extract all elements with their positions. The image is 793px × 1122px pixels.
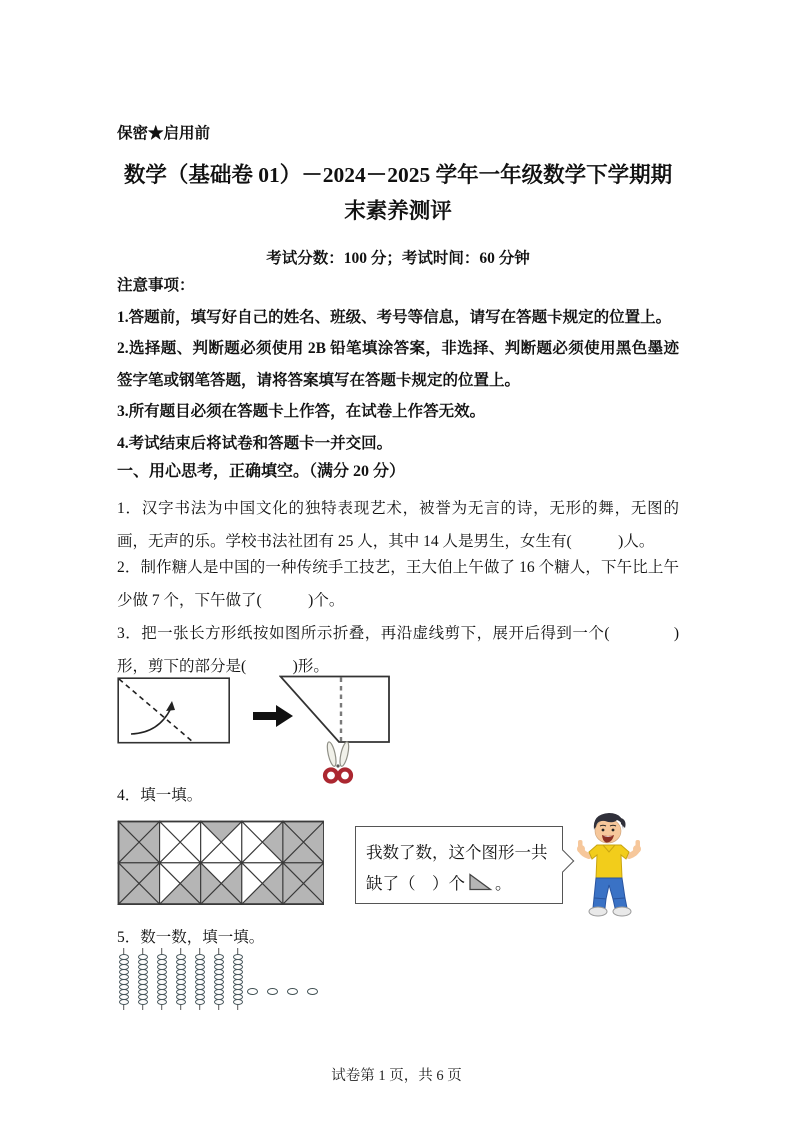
question-3: 3．把一张长方形纸按如图所示折叠，再沿虚线剪下，展开后得到一个( )形，剪下的部分是( )形。 (117, 625, 679, 675)
notice-item: 4.考试结束后将试卷和答题卡一并交回。 (117, 434, 393, 452)
bead (195, 999, 205, 1005)
section1-heading: 一、用心思考，正确填空。（满分 20 分） (117, 463, 406, 480)
question-5: 5．数一数，填一填。 (117, 929, 265, 946)
question-4: 4．填一填。 (117, 787, 203, 804)
triangle-mosaic-diagram (117, 820, 324, 905)
notice-block (117, 270, 679, 459)
notice-item: 3.所有题目必须在答题卡上作答，在试卷上作答无效。 (117, 403, 486, 420)
bead-string (193, 954, 206, 1004)
bead (157, 999, 167, 1005)
bead-string (212, 954, 225, 1004)
page-title (105, 157, 691, 229)
shoe-left (589, 907, 607, 916)
speech-bubble-line2: 缺了（ ）个 。 (366, 874, 512, 893)
bead-string (155, 954, 168, 1004)
shoe-right (613, 907, 631, 916)
bead (119, 999, 129, 1005)
page-content (117, 0, 679, 1122)
bead-string (117, 954, 130, 1004)
thumb-up-right (636, 840, 641, 848)
notice-item: 2.选择题、判断题必须使用 2B 铅笔填涂答案，非选择、判断题必须使用黑色墨迹签字笔或钢笔答题，请将答案填写在答题卡规定的位置上。 (117, 340, 679, 389)
bead-strings (117, 954, 250, 1004)
thumb-up-left (578, 840, 583, 848)
question-1: 1．汉字书法为中国文化的独特表现艺术，被誉为无言的诗，无形的舞，无图的画，无声的乐。学校书法社团有 25 人，其中 14 人是男生，女生有( )人。 (117, 500, 679, 550)
gray-triangle-icon (467, 873, 493, 892)
question-3-figure (117, 675, 679, 785)
page-title-line1: 数学（基础卷 01）－2024－2025 学年一年级数学下学期期 (123, 163, 673, 187)
bead (214, 999, 224, 1005)
page-footer: 试卷第 1 页，共 6 页 (331, 1068, 462, 1084)
confidential-label: 保密★启用前 (117, 125, 211, 142)
bead-string (231, 954, 244, 1004)
speech-bubble-line1: 我数了数，这个图形一共 (366, 843, 548, 862)
loose-bead (307, 988, 318, 995)
question-4-figure (117, 816, 679, 920)
folded-paper-diagram (279, 675, 391, 745)
loose-bead (247, 988, 258, 995)
page-title-line2: 末素养测评 (344, 199, 452, 223)
loose-beads (247, 982, 327, 1000)
speech-bubble (355, 826, 563, 904)
notice-item: 1.答题前，填写好自己的姓名、班级、考号等信息，请写在答题卡规定的位置上。 (117, 308, 672, 326)
notice-heading: 注意事项： (117, 277, 195, 294)
bead (233, 999, 243, 1005)
bead-string (174, 954, 187, 1004)
bead (176, 999, 186, 1005)
cartoon-boy (575, 810, 643, 918)
question-5-figure (117, 950, 679, 1030)
question-2: 2．制作糖人是中国的一种传统手工技艺，王大伯上午做了 16 个糖人，下午比上午少做 7 个，下午做了( )个。 (117, 559, 679, 609)
fold-rectangle-diagram (117, 677, 231, 745)
loose-bead (287, 988, 298, 995)
bead (138, 999, 148, 1005)
exam-info: 考试分数：100 分；考试时间：60 分钟 (266, 250, 530, 267)
speech-bubble-pointer (552, 850, 575, 873)
bead-string (136, 954, 149, 1004)
loose-bead (267, 988, 278, 995)
